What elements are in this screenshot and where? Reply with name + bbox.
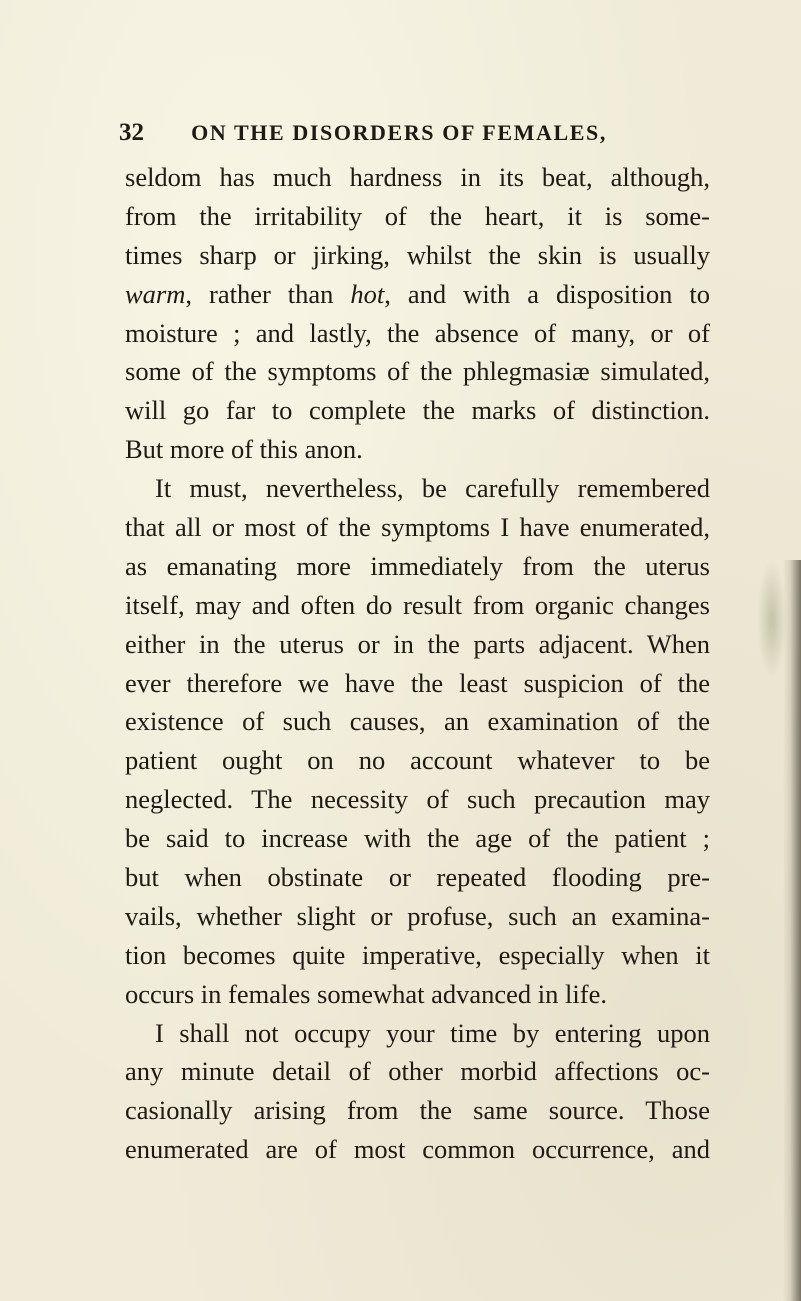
running-head (119, 116, 679, 150)
text-line: But more of this anon. (125, 434, 363, 465)
text-line: but when obstinate or repeated flooding pre- (125, 862, 710, 893)
text-line: either in the uterus or in the parts adjacent. When (125, 628, 710, 659)
text-line: occurs in females somewhat advanced in life. (125, 978, 607, 1009)
text-line: ever therefore we have the least suspicion of the (125, 667, 710, 698)
page-number: 32 (119, 119, 144, 146)
text-line: existence of such causes, an examination of the (125, 706, 710, 737)
emphasis-hot: hot (350, 278, 385, 309)
paragraph-start: It must, nevertheless, be carefully remembered (155, 473, 710, 504)
text-line: from the irritability of the heart, it is some- (125, 200, 710, 231)
body-text (125, 158, 710, 1169)
text-line: vails, whether slight or profuse, such an examina- (125, 900, 710, 931)
text-line: patient ought on no account whatever to be (125, 745, 710, 776)
text-line: itself, may and often do result from organic changes (125, 589, 710, 620)
text-line: that all or most of the symptoms I have enumerated, (125, 512, 710, 543)
text-line: some of the symptoms of the phlegmasiæ simulated, (125, 356, 710, 387)
text-segment: , rather than (185, 278, 351, 309)
text-line: will go far to complete the marks of distinction. (125, 395, 710, 426)
text-line: seldom has much hardness in its beat, although, (125, 162, 710, 192)
running-title: ON THE DISORDERS OF FEMALES, (191, 120, 607, 145)
text-line: casionally arising from the same source. Those (125, 1095, 710, 1126)
text-line: as emanating more immediately from the uterus (125, 550, 710, 581)
paragraph-start: I shall not occupy your time by entering upon (155, 1017, 710, 1048)
page-edge-shadow (783, 560, 801, 1301)
text-segment: , and with a disposition to (384, 278, 710, 309)
text-line (125, 275, 710, 314)
text-line: be said to increase with the age of the patient ; (125, 823, 710, 854)
text-line: moisture ; and lastly, the absence of many, or of (125, 317, 710, 348)
paper-stain (757, 560, 787, 680)
text-line: any minute detail of other morbid affections oc- (125, 1056, 710, 1087)
text-line: neglected. The necessity of such precaution may (125, 784, 710, 815)
text-line: enumerated are of most common occurrence, and (125, 1134, 710, 1165)
emphasis-warm: warm (125, 278, 186, 309)
text-line: times sharp or jirking, whilst the skin is usually (125, 239, 710, 270)
text-line: tion becomes quite imperative, especially when it (125, 939, 710, 970)
